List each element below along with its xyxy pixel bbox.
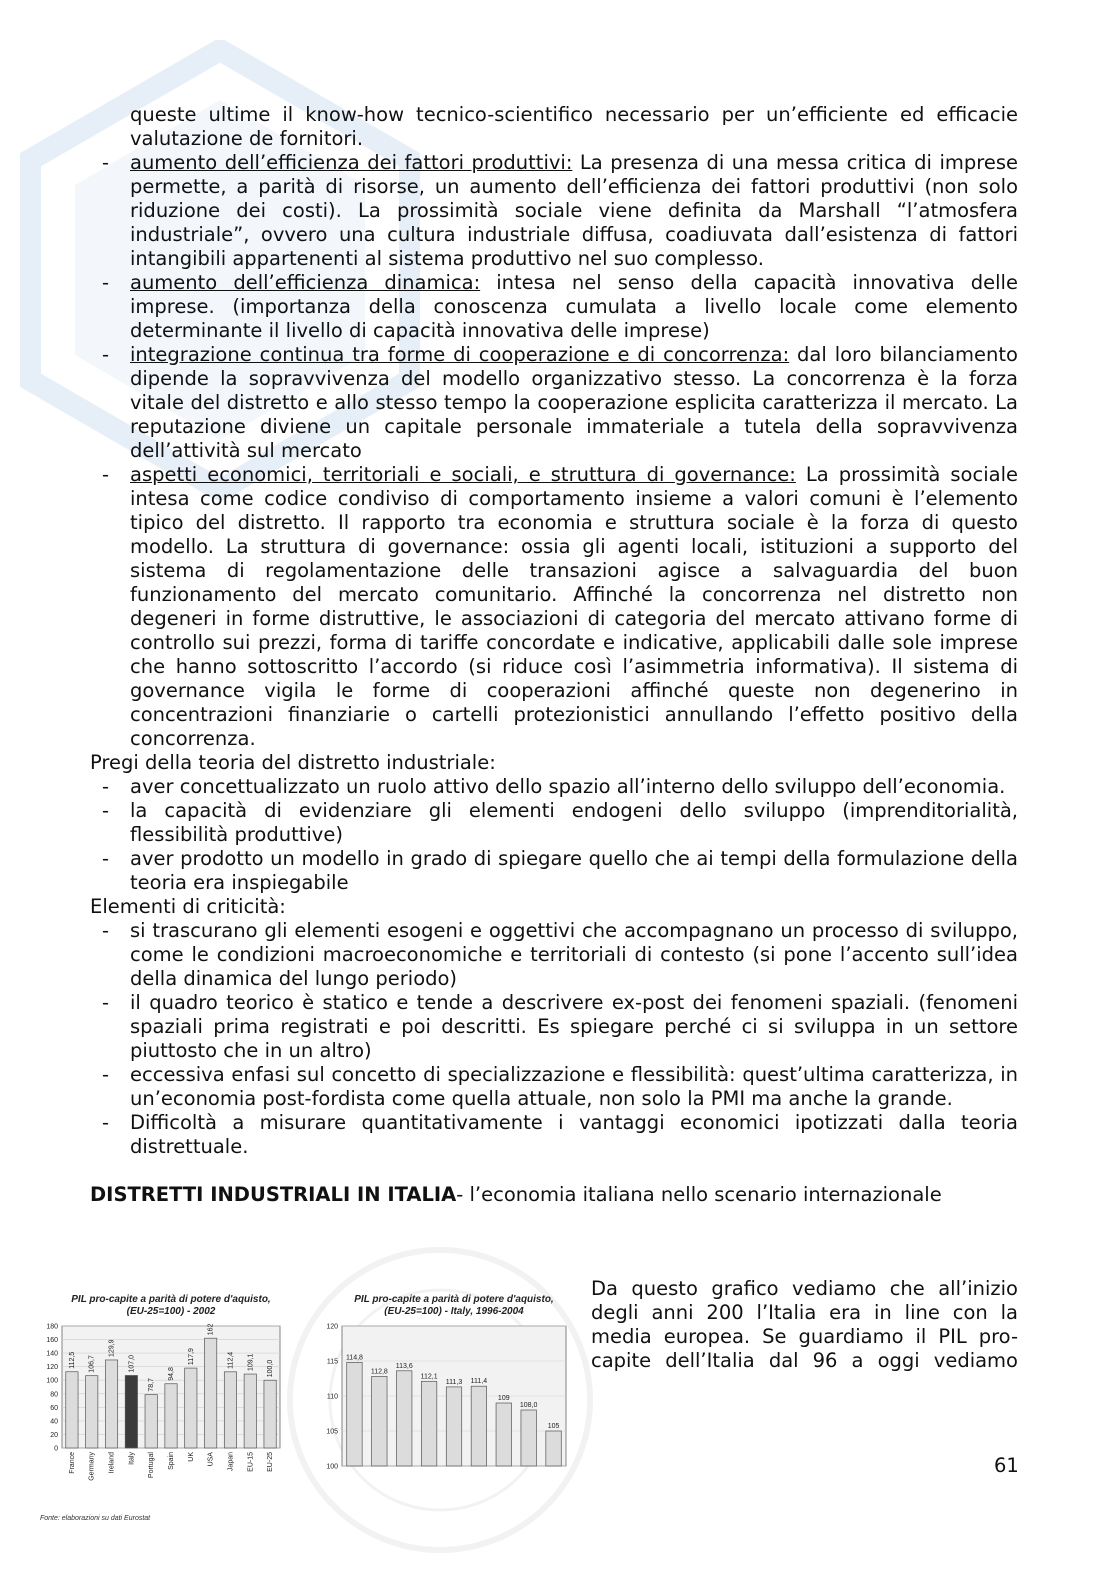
x-tick-label: UK [187, 1452, 195, 1462]
data-label: 94,8 [168, 1367, 175, 1381]
item-text: intesa nel senso della capacità innovativa delle imprese. (importanza della conoscenza cumulata a livello locale come elemento determinante il livello di capacità innovativa delle imprese) [130, 271, 1018, 342]
bar [125, 1375, 137, 1448]
section-subtitle: - l’economia italiana nello scenario internazionale [456, 1183, 942, 1206]
y-tick-label: 40 [50, 1418, 58, 1426]
y-tick-label: 180 [46, 1323, 58, 1331]
list-item [90, 151, 1018, 271]
x-tick-label: Portugal [148, 1452, 156, 1479]
y-tick-label: 0 [54, 1445, 58, 1453]
section-heading [90, 1183, 1018, 1207]
advantages-list [90, 151, 1018, 751]
data-label: 106,7 [88, 1355, 96, 1373]
data-label: 100,0 [267, 1359, 275, 1378]
side-paragraph: Da questo grafico vediamo che all’inizio degli anni 200 l’Italia era in line con la media europea. Se guardiamo il PIL pro-capite dell’Italia dal 96 a oggi vediamo [591, 1277, 1018, 1372]
x-tick-label: France [68, 1452, 76, 1474]
data-label: 111,3 [445, 1378, 463, 1386]
page-number: 61 [994, 1454, 1019, 1477]
list-item: - il quadro teorico è statico e tende a descrivere ex-post dei fenomeni spaziali. (fenomeni spaziali prima registrati e poi descritti. Es spiegare perché ci si sviluppa in un settore piuttosto che in un altro) [90, 991, 1018, 1063]
x-tick-label: USA [207, 1452, 215, 1467]
bar [105, 1360, 117, 1448]
list-item: - eccessiva enfasi sul concetto di specializzazione e flessibilità: quest’ultima caratterizza, in un’economia post-fordista come quella attuale, non solo la PMI ma anche la grande. [90, 1063, 1018, 1111]
chart-gdp-italy-1996-2004 [310, 1290, 570, 1480]
y-tick-label: 110 [326, 1393, 338, 1401]
bar [496, 1403, 511, 1466]
bar [264, 1380, 276, 1448]
item-heading: aumento dell’efficienza dei fattori produttivi: [130, 151, 573, 174]
list-item [90, 463, 1018, 751]
pregi-heading: Pregi della teoria del distretto industriale: [90, 751, 496, 774]
document-body [90, 103, 1018, 1207]
bar [185, 1368, 197, 1448]
data-label: 107,0 [128, 1354, 136, 1373]
item-text: La presenza di una messa critica di imprese permette, a parità di risorse, un aumento dell’efficienza dei fattori produttivi (non solo riduzione dei costi). La prossimità sociale viene definita da Marshall “l’atmosfera industriale”, ovvero una cultura industriale diffusa, coadiuvata dall’esistenza di fattori intangibili appartenenti al sistema produttivo nel suo complesso. [130, 151, 1018, 270]
data-label: 109,1 [247, 1353, 255, 1372]
bar [66, 1372, 78, 1448]
item-text: La prossimità sociale intesa come codice condiviso di comportamento insieme a valori comuni è l’elemento tipico del distretto. Il rapporto tra economia e struttura sociale è la forza di questo modello. La struttura di governance: ossia gli agenti locali, istituzioni a supporto del sistema di regolamentazione delle transazioni agisce a salvaguardia del buon funzionamento del mercato comunitario. Affinché la concorrenza nel distretto non degeneri in forme distruttive, le associazioni di categoria del mercato attivano forme di controllo sui prezzi, forma di tariffe concordate e indicative, applicabili dalle sole imprese che hanno sottoscritto l’accordo (si riduce così l’asimmetria informativa). Il sistema di governance vigila le forme di cooperazioni affinché queste non degenerino in concentrazioni finanziarie o cartelli protezionistici annullando l’effetto positivo della concorrenza. [130, 463, 1018, 750]
data-label: 108,0 [519, 1402, 538, 1409]
y-tick-label: 100 [46, 1377, 58, 1385]
bar [446, 1387, 461, 1466]
item-heading: integrazione continua tra forme di cooperazione e di concorrenza: [130, 343, 790, 366]
chart-source: Fonte: elaborazioni su dati Eurostat [40, 1515, 151, 1522]
y-tick-label: 60 [50, 1404, 58, 1412]
data-label: 78,7 [148, 1378, 156, 1392]
y-tick-label: 160 [46, 1337, 58, 1345]
data-label: 114,8 [345, 1354, 363, 1362]
x-tick-label: Spain [168, 1452, 175, 1470]
data-label: 112,8 [370, 1368, 388, 1376]
chart-gdp-2002 [30, 1290, 290, 1525]
bar [224, 1372, 236, 1448]
x-tick-label: EU-15 [247, 1452, 255, 1472]
x-tick-label: EU-25 [267, 1452, 275, 1472]
data-label: 162 [207, 1323, 215, 1336]
criticita-heading: Elementi di criticità: [90, 895, 286, 918]
bar [421, 1381, 436, 1466]
y-tick-label: 80 [50, 1391, 58, 1399]
y-tick-label: 100 [326, 1463, 338, 1471]
data-label: 129,9 [108, 1339, 116, 1357]
data-label: 112,1 [420, 1373, 438, 1381]
bar [546, 1431, 561, 1466]
y-tick-label: 120 [46, 1364, 58, 1372]
data-label: 111,4 [470, 1378, 488, 1386]
data-label: 112,4 [227, 1351, 235, 1369]
x-tick-label: Germany [88, 1452, 96, 1481]
bar [165, 1384, 177, 1448]
y-tick-label: 20 [50, 1431, 58, 1439]
bar [471, 1386, 486, 1466]
y-tick-label: 105 [326, 1428, 338, 1436]
bar [86, 1376, 98, 1448]
x-tick-label: Ireland [108, 1452, 116, 1474]
chart-title-line: PIL pro-capite a parità di potere d'aquisto, [354, 1294, 554, 1305]
bar [145, 1395, 157, 1448]
list-item: - Difficoltà a misurare quantitativamente i vantaggi economici ipotizzati dalla teoria distrettuale. [90, 1111, 1018, 1159]
bar [244, 1374, 256, 1448]
bar [372, 1376, 387, 1466]
bar [397, 1371, 412, 1466]
data-label: 109 [497, 1395, 510, 1402]
data-label: 113,6 [395, 1362, 413, 1370]
pregi-list [90, 775, 1018, 895]
section-title: DISTRETTI INDUSTRIALI IN ITALIA [90, 1183, 457, 1206]
intro-paragraph: queste ultime il know-how tecnico-scientifico necessario per un’efficiente ed efficacie valutazione de fornitori. [130, 103, 1018, 150]
data-label: 117,9 [187, 1348, 195, 1366]
data-label: 105 [547, 1423, 560, 1430]
item-heading: aspetti economici, territoriali e sociali, e struttura di governance: [130, 463, 796, 486]
bar [204, 1338, 216, 1448]
data-label: 112,5 [68, 1351, 76, 1369]
y-tick-label: 140 [46, 1350, 58, 1358]
chart-title-line: PIL pro-capite a parità di potere d'aquisto, [71, 1294, 271, 1305]
bar [521, 1410, 536, 1466]
list-item [90, 343, 1018, 463]
chart-title-line: (EU-25=100) - Italy, 1996-2004 [384, 1306, 524, 1317]
item-heading: aumento dell’efficienza dinamica: [130, 271, 481, 294]
list-item: - si trascurano gli elementi esogeni e oggettivi che accompagnano un processo di sviluppo, come le condizioni macroeconomiche e territoriali di contesto (si pone l’accento sull’idea della dinamica del lungo periodo) [90, 919, 1018, 991]
list-item: - aver prodotto un modello in grado di spiegare quello che ai tempi della formulazione della teoria era inspiegabile [90, 847, 1018, 895]
criticita-list [90, 919, 1018, 1159]
bar [347, 1362, 362, 1466]
list-item: - la capacità di evidenziare gli elementi endogeni dello sviluppo (imprenditorialità, flessibilità produttive) [90, 799, 1018, 847]
x-tick-label: Italy [128, 1452, 136, 1465]
y-tick-label: 120 [326, 1323, 338, 1331]
chart-title-line: (EU-25=100) - 2002 [126, 1306, 216, 1317]
x-tick-label: Japan [227, 1452, 235, 1472]
list-item [90, 271, 1018, 343]
item-text: dal loro bilanciamento dipende la sopravvivenza del modello organizzativo stesso. La concorrenza è la forza vitale del distretto e allo stesso tempo la cooperazione esplicita caratterizza il mercato. La reputazione diviene un capitale personale immateriale a tutela della sopravvivenza dell’attività sul mercato [130, 343, 1018, 462]
y-tick-label: 115 [326, 1358, 338, 1366]
list-item: - aver concettualizzato un ruolo attivo dello spazio all’interno dello sviluppo dell’economia. [90, 775, 1018, 799]
